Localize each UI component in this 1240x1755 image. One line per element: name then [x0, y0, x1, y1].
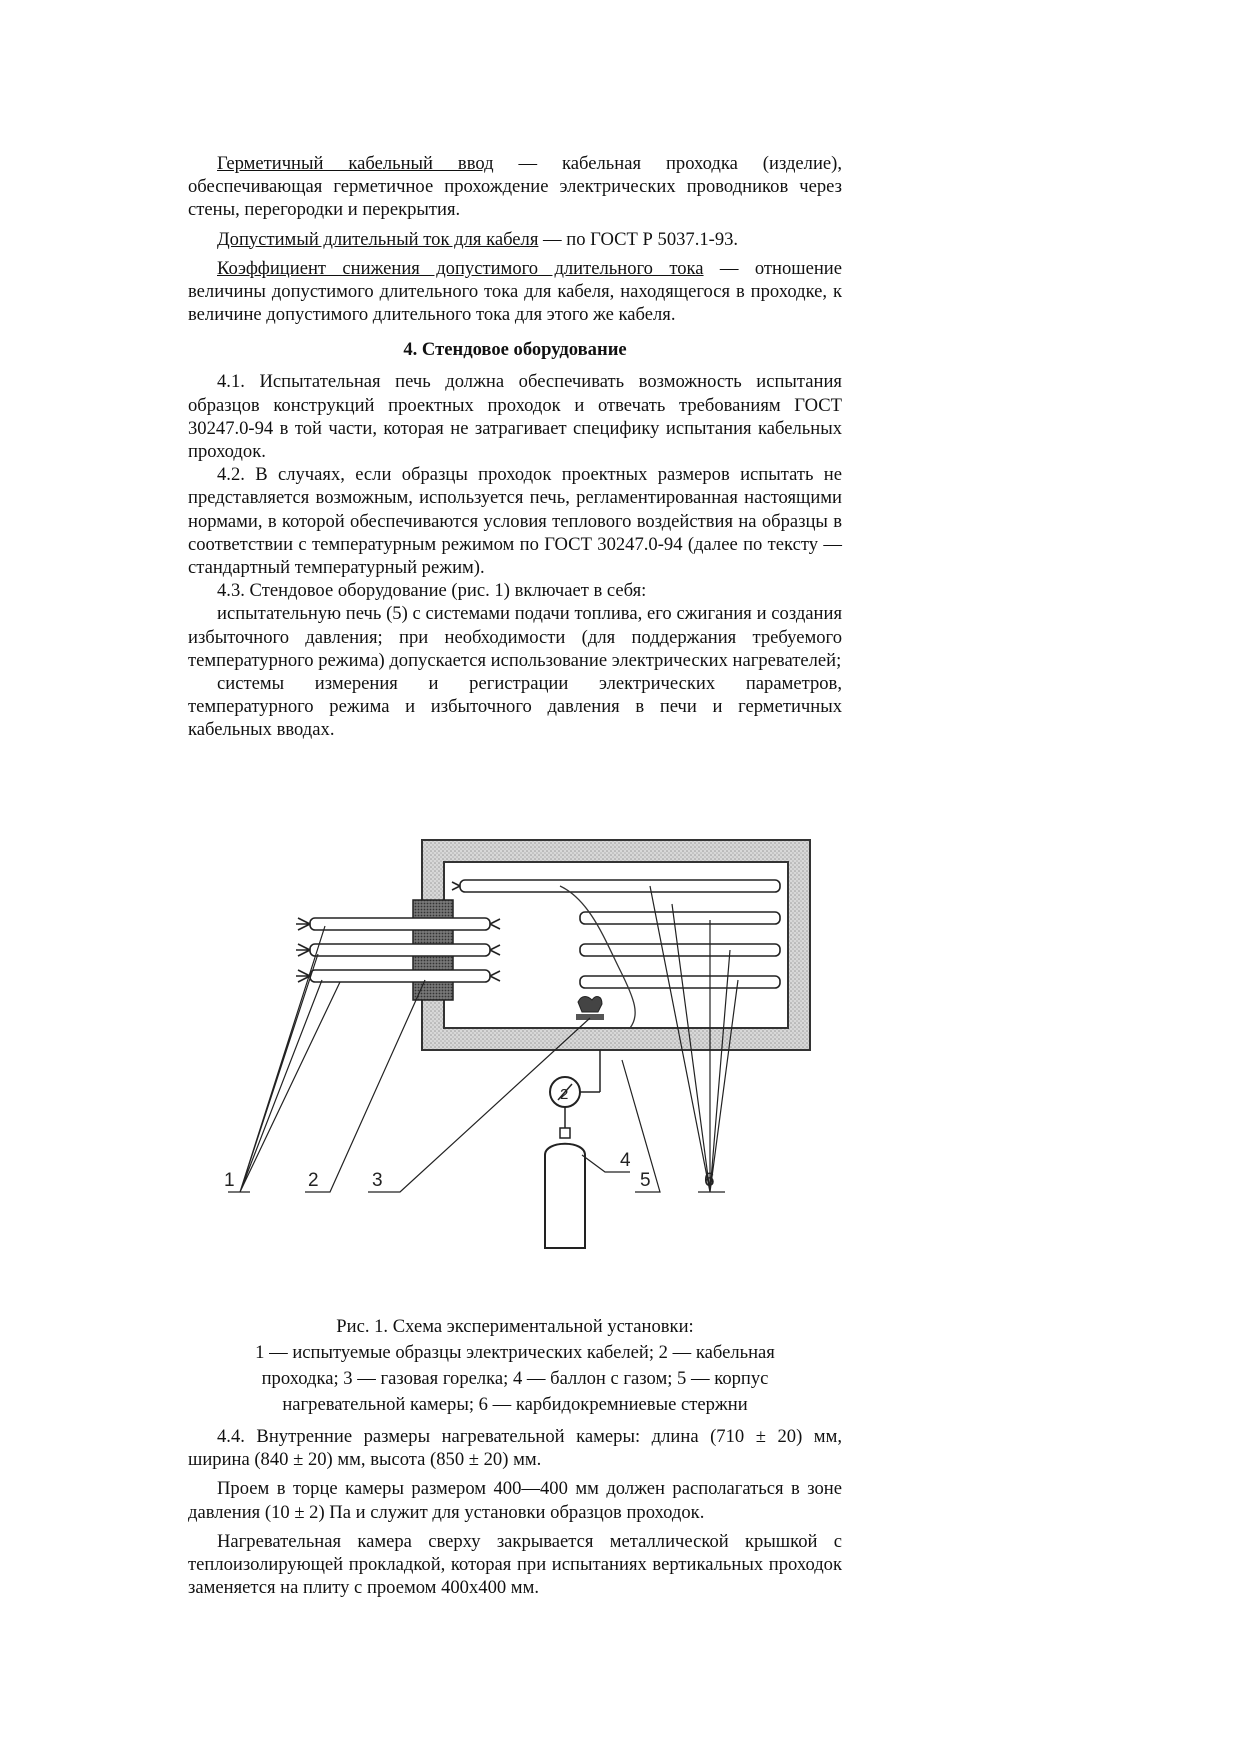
definition-term: Коэффициент снижения допустимого длительного тока	[217, 257, 704, 279]
caption-line: нагревательной камеры; 6 — карбидокремниевые стержни	[282, 1394, 748, 1415]
paragraph: 4.4. Внутренние размеры нагревательной камеры: длина (710 ± 20) мм, ширина (840 ± 20) мм, высота (850 ± 20) мм.	[188, 1426, 842, 1471]
definition-paragraph	[188, 228, 842, 251]
definition-paragraph	[188, 152, 842, 222]
caption-line: Рис. 1. Схема экспериментальной установки:	[336, 1316, 694, 1337]
paragraph: испытательную печь (5) с системами подачи топлива, его сжигания и создания избыточного давления; при необходимости (для поддержания требуемого температурного режима) допускается использование электрических нагревателей;	[188, 603, 842, 671]
document-body-continued	[188, 1425, 842, 1599]
document-body	[188, 152, 842, 742]
figure-label: 6	[704, 1170, 715, 1191]
paragraph: 4.3. Стендовое оборудование (рис. 1) включает в себя:	[217, 580, 647, 602]
definition-text: — отношение величины допустимого длительного тока для кабеля, находящегося в проходке, к величине допустимого длительного тока для этого же кабеля.	[188, 257, 842, 326]
paragraph: Проем в торце камеры размером 400—400 мм должен располагаться в зоне давления (10 ± 2) Па и служит для установки образцов проходок.	[188, 1478, 842, 1523]
definition-term: Допустимый длительный ток для кабеля	[217, 228, 539, 250]
figure-label: 1	[224, 1170, 235, 1191]
schematic-drawing	[210, 830, 830, 1270]
paragraph: 4.2. В случаях, если образцы проходок проектных размеров испытать не представляется возможным, используется печь, регламентированная настоящими нормами, в которой обеспечиваются условия теплового воздействия на образцы в соответствии с температурным режимом по ГОСТ 30247.0-94 (далее по тексту — стандартный температурный режим).	[188, 464, 842, 579]
figure-label: 3	[372, 1170, 383, 1191]
definition-text: — кабельная проходка (изделие), обеспечивающая герметичное прохождение электрических проводников через стены, перегородки и перекрытия.	[188, 153, 842, 221]
caption-line: 1 — испытуемые образцы электрических кабелей; 2 — кабельная	[255, 1342, 775, 1363]
silicon-carbide-rods	[452, 880, 780, 988]
gauge-label: 2	[560, 1086, 569, 1103]
cable-samples	[296, 918, 500, 982]
definition-paragraph	[188, 257, 842, 327]
figure-label: 2	[308, 1170, 319, 1191]
paragraph: 4.1. Испытательная печь должна обеспечивать возможность испытания образцов конструкций проектных проходок и отвечать требованиям ГОСТ 30247.0-94 в той части, которая не затрагивает специфику испытания кабельных проходок.	[188, 371, 842, 463]
figure-label: 4	[620, 1150, 631, 1171]
caption-line: проходка; 3 — газовая горелка; 4 — баллон с газом; 5 — корпус	[261, 1368, 769, 1389]
gas-cylinder	[545, 1128, 585, 1248]
definition-term: Герметичный кабельный ввод	[217, 153, 494, 174]
section-title: 4. Стендовое оборудование	[403, 339, 627, 361]
definition-text: — по ГОСТ Р 5037.1-93.	[538, 228, 739, 250]
figure-label: 5	[640, 1170, 651, 1191]
figure-caption	[188, 1314, 842, 1418]
figure-setup-schematic	[210, 830, 830, 1270]
gas-burner	[576, 997, 604, 1021]
paragraph: Нагревательная камера сверху закрывается металлической крышкой с теплоизолирующей прокладкой, которая при испытаниях вертикальных проходок заменяется на плиту с проемом 400х400 мм.	[188, 1530, 842, 1599]
paragraph: системы измерения и регистрации электрических параметров, температурного режима и избыточного давления в печи и герметичных кабельных вводах.	[188, 673, 842, 741]
pressure-gauge	[550, 1050, 600, 1128]
